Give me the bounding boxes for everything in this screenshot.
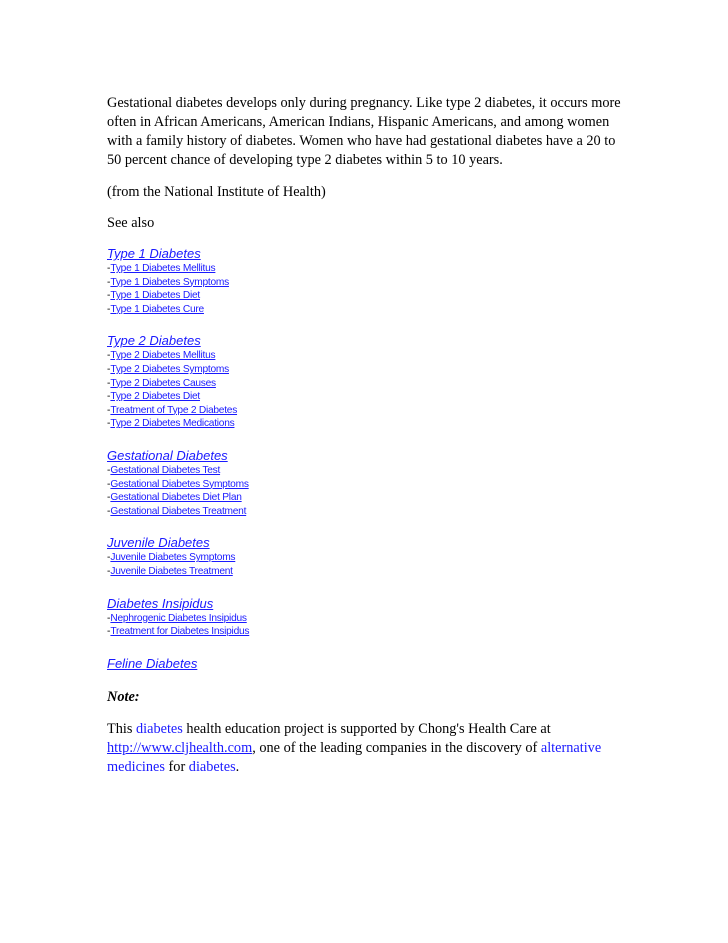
item-prefix: -	[107, 350, 111, 362]
item-prefix: -	[107, 552, 111, 564]
diabetes-link[interactable]: diabetes	[136, 720, 183, 737]
list-item-link[interactable]: Nephrogenic Diabetes Insipidus	[110, 612, 247, 624]
item-prefix: -	[107, 276, 111, 288]
group-heading-link[interactable]: Type 2 Diabetes	[107, 333, 201, 349]
link-group	[107, 656, 627, 671]
list-item	[107, 404, 627, 418]
item-prefix: -	[107, 492, 111, 504]
link-group	[107, 333, 627, 431]
list-item-link[interactable]: Treatment of Type 2 Diabetes	[110, 404, 238, 416]
list-item	[107, 551, 627, 565]
item-prefix: -	[107, 418, 111, 430]
list-item-link[interactable]: Type 2 Diabetes Symptoms	[110, 363, 229, 375]
note-text: This	[107, 720, 136, 737]
group-heading-link[interactable]: Feline Diabetes	[107, 655, 198, 671]
list-item	[107, 565, 627, 579]
intro-paragraph: Gestational diabetes develops only during pregnancy. Like type 2 diabetes, it occurs more often in African Americans, American Indians, Hispanic Americans, and among women with a family history of diabetes. Women who have had gestational diabetes have a 20 to 50 percent chance of developing type 2 diabetes within 5 to 10 years.	[107, 95, 621, 168]
source-citation: (from the National Institute of Health)	[107, 184, 326, 200]
list-item-link[interactable]: Treatment for Diabetes Insipidus	[110, 626, 250, 638]
diabetes-link[interactable]: diabetes	[188, 758, 236, 775]
note-label: Note:	[107, 688, 140, 705]
item-prefix: -	[107, 290, 111, 302]
item-prefix: -	[107, 505, 111, 517]
list-item-link[interactable]: Gestational Diabetes Treatment	[110, 505, 247, 517]
note-paragraph	[107, 720, 627, 777]
link-group	[107, 246, 627, 316]
list-item	[107, 417, 627, 431]
link-group	[107, 535, 627, 578]
list-item	[107, 612, 627, 626]
list-item	[107, 464, 627, 478]
list-item-link[interactable]: Type 1 Diabetes Symptoms	[110, 276, 229, 288]
list-item-link[interactable]: Gestational Diabetes Diet Plan	[110, 492, 242, 504]
item-prefix: -	[107, 303, 111, 315]
item-prefix: -	[107, 565, 111, 577]
note-text: , one of the leading companies in the discovery of	[252, 739, 541, 756]
alternative-medicines-link[interactable]: alternative medicines	[107, 739, 602, 775]
item-prefix: -	[107, 377, 111, 389]
item-prefix: -	[107, 404, 111, 416]
list-item	[107, 363, 627, 377]
group-heading-link[interactable]: Type 1 Diabetes	[107, 246, 201, 261]
list-item	[107, 349, 627, 363]
list-item-link[interactable]: Type 2 Diabetes Diet	[110, 391, 200, 403]
note-text: .	[235, 758, 240, 775]
list-item-link[interactable]: Gestational Diabetes Test	[110, 464, 221, 476]
item-prefix: -	[107, 478, 111, 490]
list-item-link[interactable]: Type 2 Diabetes Medications	[110, 418, 235, 430]
item-prefix: -	[107, 626, 111, 638]
group-heading-link[interactable]: Juvenile Diabetes	[107, 535, 210, 551]
list-item-link[interactable]: Gestational Diabetes Symptoms	[110, 478, 249, 490]
note-text: health education project is supported by Chong's Health Care at	[182, 720, 551, 737]
see-also-label: See also	[107, 215, 155, 231]
list-item	[107, 625, 627, 639]
list-item	[107, 276, 627, 290]
list-item	[107, 262, 627, 276]
list-item-link[interactable]: Type 1 Diabetes Diet	[110, 290, 200, 302]
list-item-link[interactable]: Type 2 Diabetes Causes	[110, 377, 216, 389]
list-item	[107, 289, 627, 303]
list-item	[107, 303, 627, 317]
document-page	[107, 94, 627, 787]
list-item	[107, 491, 627, 505]
item-prefix: -	[107, 263, 111, 274]
note-text: for	[164, 758, 189, 775]
item-prefix: -	[107, 464, 111, 476]
list-item	[107, 377, 627, 391]
item-prefix: -	[107, 612, 111, 624]
list-item	[107, 390, 627, 404]
item-prefix: -	[107, 391, 111, 403]
group-heading-link[interactable]: Gestational Diabetes	[107, 447, 228, 463]
list-item	[107, 478, 627, 492]
group-heading-link[interactable]: Diabetes Insipidus	[107, 595, 214, 611]
list-item	[107, 505, 627, 519]
item-prefix: -	[107, 363, 111, 375]
link-group	[107, 596, 627, 639]
list-item-link[interactable]: Type 1 Diabetes Cure	[110, 303, 204, 315]
cljhealth-link[interactable]: http://www.cljhealth.com	[107, 739, 253, 756]
list-item-link[interactable]: Type 2 Diabetes Mellitus	[110, 350, 216, 362]
related-links-list	[107, 246, 627, 671]
list-item-link[interactable]: Juvenile Diabetes Treatment	[110, 565, 233, 577]
link-group	[107, 448, 627, 518]
list-item-link[interactable]: Type 1 Diabetes Mellitus	[110, 263, 216, 274]
list-item-link[interactable]: Juvenile Diabetes Symptoms	[110, 552, 236, 564]
